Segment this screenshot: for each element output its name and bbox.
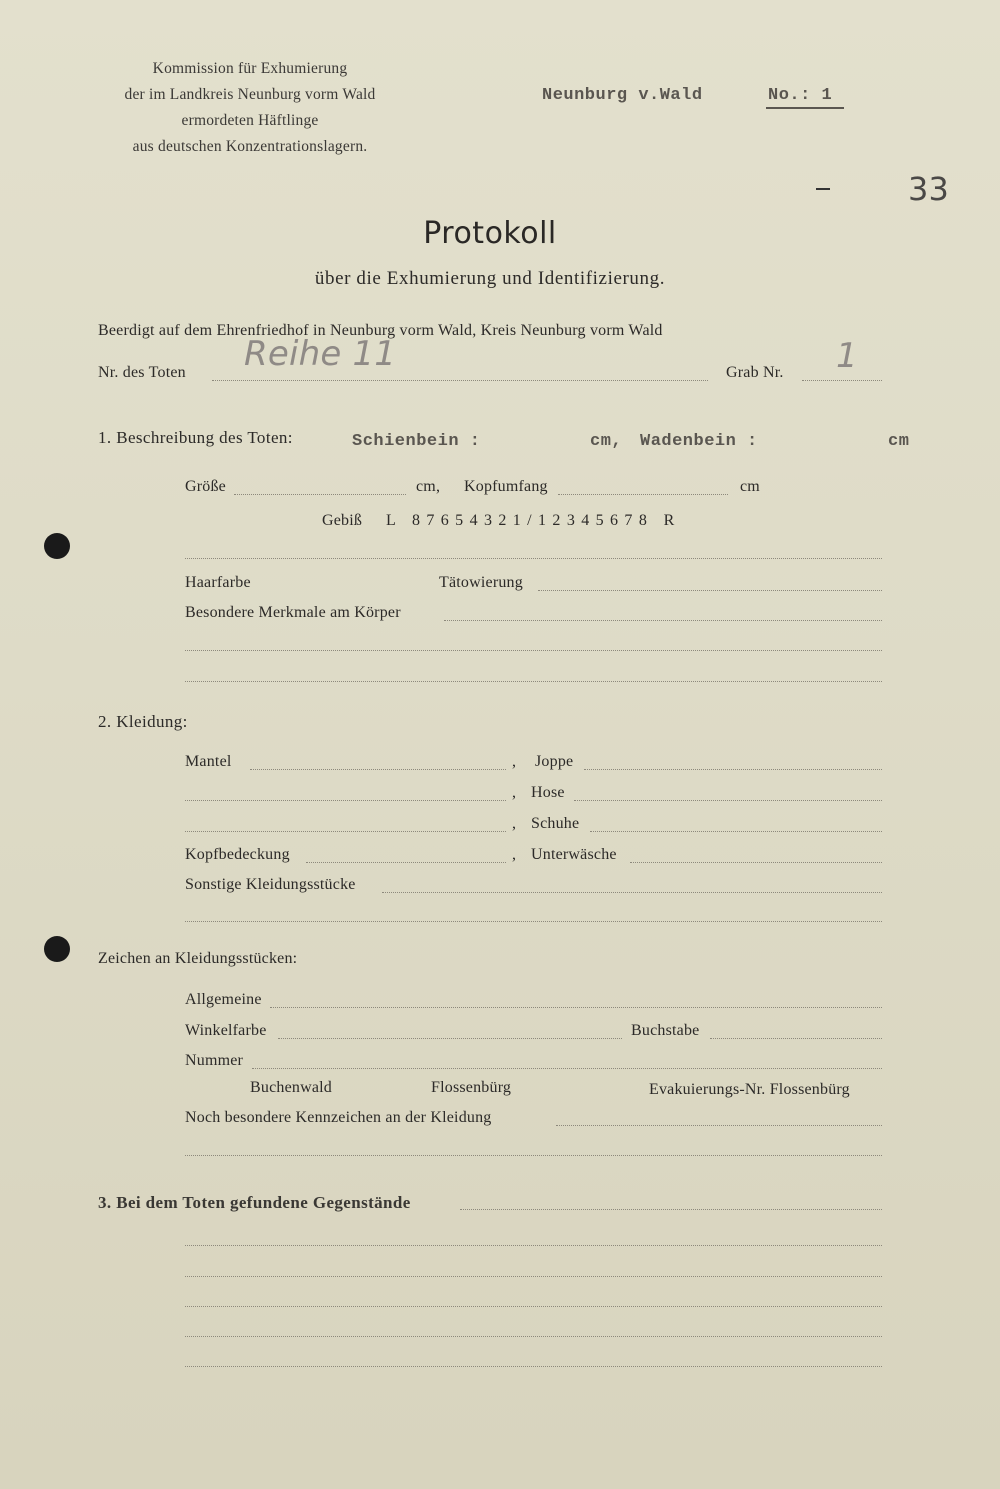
section-3-heading: 3. Bei dem Toten gefundene Gegenstände (98, 1193, 411, 1212)
burial-text: Beerdigt auf dem Ehrenfriedhof in Neunburg vorm Wald, Kreis Neunburg vorm Wald (98, 322, 663, 339)
size-label: Größe (185, 478, 226, 495)
size-line (234, 494, 406, 495)
tattoo-line (538, 590, 882, 591)
angle-color-line (278, 1038, 622, 1039)
section-3-line-1 (185, 1245, 882, 1246)
body-marks-label: Besondere Merkmale am Körper (185, 604, 401, 621)
comma-4: , (512, 846, 517, 863)
shoes-label: Schuhe (531, 815, 580, 832)
commission-line-1: Kommission für Exhumierung (152, 60, 348, 77)
typed-cm-1: cm, (590, 432, 623, 451)
other-marks-label: Noch besondere Kennzeichen an der Kleidung (185, 1109, 492, 1126)
general-marks-label: Allgemeine (185, 991, 262, 1008)
document-subtitle: über die Exhumierung und Identifizierung. (314, 268, 666, 289)
other-clothing-label: Sonstige Kleidungsstücke (185, 876, 356, 893)
dead-number-label: Nr. des Toten (98, 364, 186, 381)
dead-number-value: Reihe 11 (244, 334, 397, 374)
section-3-line-2 (185, 1276, 882, 1277)
section-3-line-3 (185, 1306, 882, 1307)
typed-calfbone: Wadenbein : (640, 432, 758, 451)
headwear-label: Kopfbedeckung (185, 846, 290, 863)
grave-value: 1 (836, 336, 858, 376)
headwear-line (306, 862, 506, 863)
comma-2: , (512, 784, 517, 801)
typed-cm-2: cm (888, 432, 910, 451)
jacket-line (584, 769, 882, 770)
angle-color-label: Winkelfarbe (185, 1022, 267, 1039)
teeth-chart: L 8 7 6 5 4 3 2 1 / 1 2 3 4 5 6 7 8 R (386, 512, 676, 529)
section-3-line-5 (185, 1366, 882, 1367)
shoes-line (590, 831, 882, 832)
general-marks-line (270, 1007, 882, 1008)
teeth-label: Gebiß (322, 512, 363, 529)
head-circumference-label: Kopfumfang (464, 478, 548, 495)
coat-label: Mantel (185, 753, 232, 770)
page-number: 33 (908, 170, 950, 208)
clothing-blank-line-2 (185, 831, 506, 832)
commission-line-2: der im Landkreis Neunburg vorm Wald (124, 86, 376, 103)
commission-line-3: ermordeten Häftlinge (181, 112, 319, 129)
flossenburg-label: Flossenbürg (431, 1079, 512, 1096)
section-2-blank-line (185, 921, 882, 922)
number-stamp: No.: 1 (768, 86, 833, 105)
typed-shinbone: Schienbein : (352, 432, 481, 451)
hair-color-label: Haarfarbe (185, 574, 251, 591)
commission-line-4: aus deutschen Konzentrationslagern. (132, 138, 368, 155)
jacket-label: Joppe (535, 753, 574, 770)
number-label: Nummer (185, 1052, 244, 1069)
punch-hole-top (44, 533, 70, 559)
section-1-blank-line-1 (185, 558, 882, 559)
comma-3: , (512, 815, 517, 832)
trousers-label: Hose (531, 784, 565, 801)
underwear-line (630, 862, 882, 863)
section-1-blank-line-2 (185, 650, 882, 651)
document-title: Protokoll (423, 216, 557, 251)
section-1-blank-line-3 (185, 681, 882, 682)
section-2-heading: 2. Kleidung: (98, 712, 188, 731)
tattoo-label: Tätowierung (439, 574, 523, 591)
body-marks-line (444, 620, 882, 621)
number-line (252, 1068, 882, 1069)
section-3-line-4 (185, 1336, 882, 1337)
trousers-line (574, 800, 882, 801)
section-3-line-0 (460, 1209, 882, 1210)
letter-label: Buchstabe (631, 1022, 700, 1039)
evacuation-number-label: Evakuierungs-Nr. Flossenbürg (649, 1081, 850, 1098)
clothing-blank-line-1 (185, 800, 506, 801)
coat-line (250, 769, 506, 770)
size-unit: cm, (416, 478, 441, 495)
place-stamp: Neunburg v.Wald (542, 86, 703, 105)
clothing-marks-heading: Zeichen an Kleidungsstücken: (98, 950, 298, 967)
buchenwald-label: Buchenwald (250, 1079, 332, 1096)
number-stamp-underline (766, 107, 844, 109)
grave-line (802, 380, 882, 381)
other-clothing-line (382, 892, 882, 893)
page-mark-dash (816, 188, 830, 190)
head-circumference-line (558, 494, 728, 495)
underwear-label: Unterwäsche (531, 846, 617, 863)
section-1-heading: 1. Beschreibung des Toten: (98, 428, 293, 447)
other-marks-line (556, 1125, 882, 1126)
letter-line (710, 1038, 882, 1039)
grave-label: Grab Nr. (726, 364, 784, 381)
head-circumference-unit: cm (740, 478, 760, 495)
comma-1: , (512, 753, 517, 770)
punch-hole-bottom (44, 936, 70, 962)
dead-number-line (212, 380, 708, 381)
marks-blank-line (185, 1155, 882, 1156)
